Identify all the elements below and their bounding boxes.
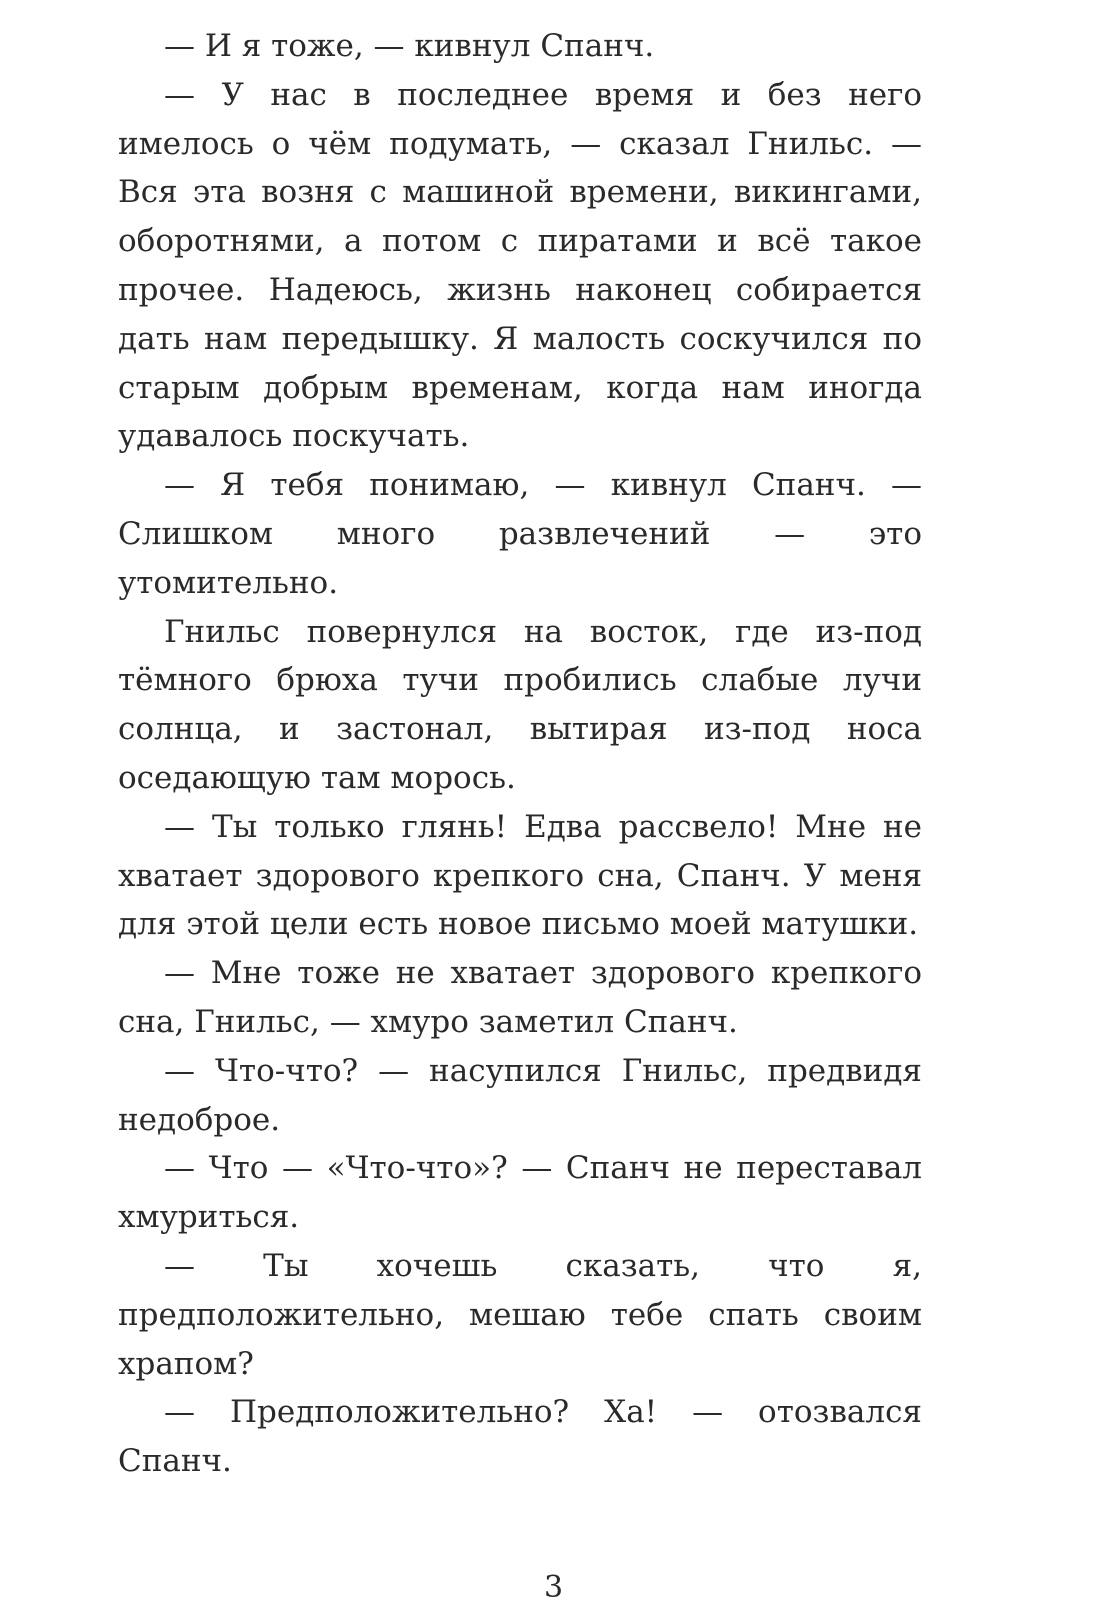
paragraph: — У нас в последнее время и без него имелось о чём подумать, — сказал Гнильс. — Вся эта возня с машиной времени, викингами, оборотнями, а потом с пиратами и всё такое прочее. Надеюсь, жизнь наконец собирается дать нам передышку. Я малость соскучился по старым добрым временам, когда нам иногда удавалось поскучать.	[118, 76, 922, 455]
paragraph: — И я тоже, — кивнул Спанч.	[164, 28, 655, 64]
paragraph: — Ты хочешь сказать, что я, предположительно, мешаю тебе спать своим храпом?	[118, 1247, 922, 1382]
paragraph: — Я тебя понимаю, — кивнул Спанч. — Слишком много развлечений — это утомительно.	[118, 467, 922, 601]
paragraph: Гнильс повернулся на восток, где из-под тёмного брюха тучи пробились слабые лучи солнца, и застонал, вытирая из-под носа оседающую там морось.	[118, 613, 922, 796]
page-number: 3	[543, 1570, 564, 1605]
paragraph: — Что — «Что-что»? — Спанч не переставал хмуриться.	[118, 1150, 922, 1236]
paragraph: — Что-что? — насупился Гнильс, предвидя недоброе.	[118, 1052, 922, 1138]
paragraph: — Предположительно? Ха! — отозвался Спанч.	[118, 1394, 922, 1480]
body-text	[118, 22, 922, 1486]
paragraph: — Ты только глянь! Едва рассвело! Мне не хватает здорового крепкого сна, Спанч. У меня для этой цели есть новое письмо моей матушки.	[118, 808, 922, 943]
paragraph: — Мне тоже не хватает здорового крепкого сна, Гнильс, — хмуро заметил Спанч.	[118, 955, 922, 1040]
